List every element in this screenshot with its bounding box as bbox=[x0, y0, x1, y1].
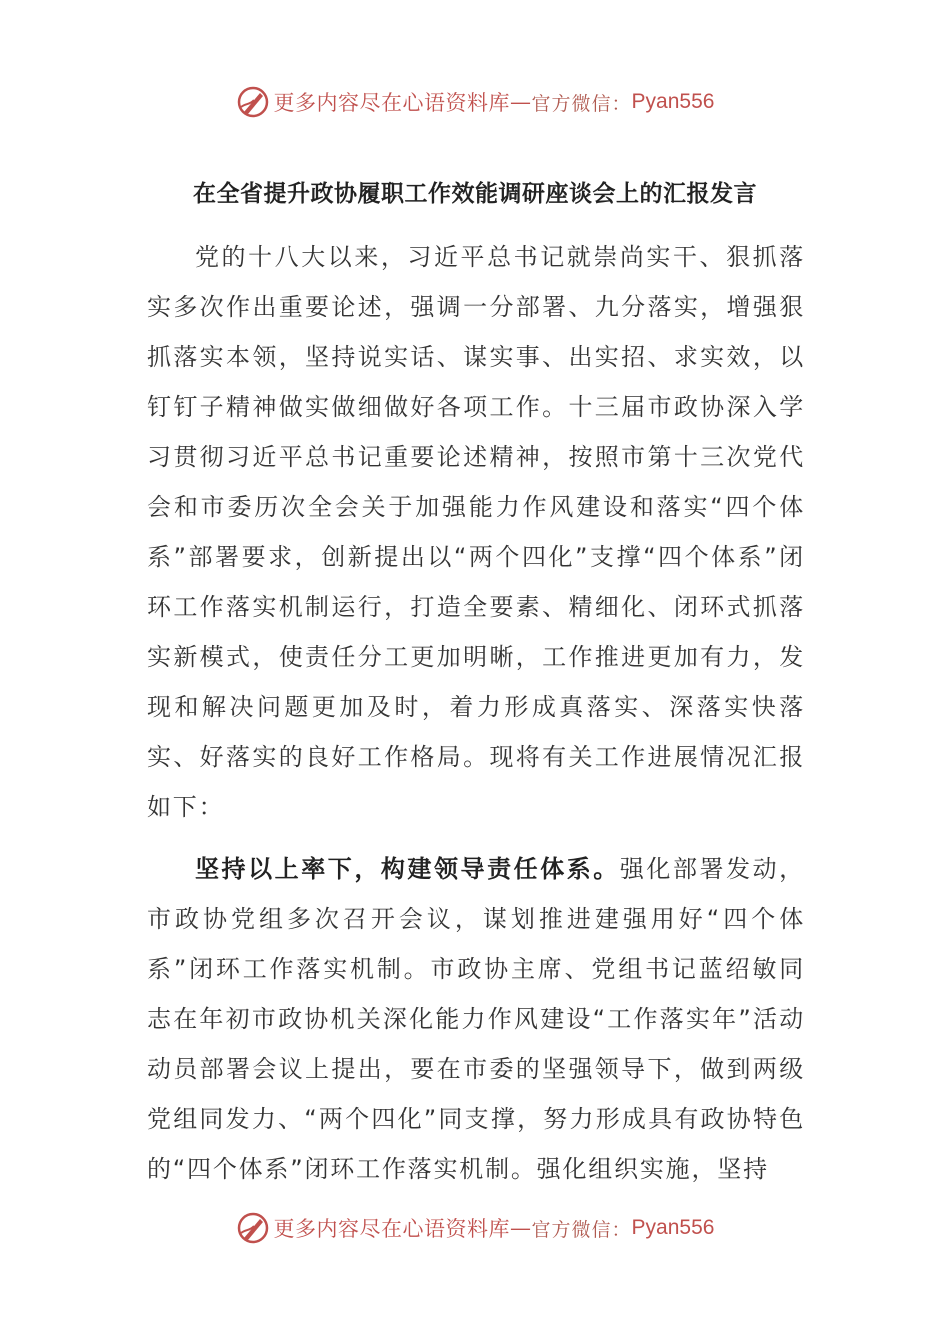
watermark-text: 更多内容尽在心语资料库 bbox=[273, 91, 511, 115]
watermark-wechat-id: Pyan556 bbox=[631, 1216, 715, 1239]
document-title: 在全省提升政协履职工作效能调研座谈会上的汇报发言 bbox=[193, 181, 757, 207]
watermark-wechat-label: 官方微信： bbox=[531, 92, 632, 115]
watermark-banner-bottom bbox=[0, 1208, 950, 1248]
watermark-wechat-label: 官方微信： bbox=[531, 1218, 632, 1241]
watermark-banner-top bbox=[0, 82, 950, 122]
document-body bbox=[147, 232, 805, 1194]
paragraph-leadership bbox=[147, 844, 805, 1194]
watermark-wechat-id: Pyan556 bbox=[631, 90, 715, 113]
paragraph-heading: 坚持以上率下，构建领导责任体系。 bbox=[195, 855, 620, 883]
watermark-dash: — bbox=[510, 1216, 532, 1240]
pen-logo-icon bbox=[236, 85, 270, 119]
watermark-dash: — bbox=[510, 90, 532, 114]
paragraph-body: 强化部署发动，市政协党组多次召开会议，谋划推进建强用好“四个体系”闭环工作落实机制。市政协主席、党组书记蓝绍敏同志在年初市政协机关深化能力作风建设“工作落实年”活动动员部署会议上提出，要在市委的坚强领导下，做到两级党组同发力、“两个四化”同支撑，努力形成具有政协特色的“四个体系”闭环工作落实机制。强化组织实施，坚持 bbox=[147, 855, 805, 1183]
paragraph-intro: 党的十八大以来，习近平总书记就崇尚实干、狠抓落实多次作出重要论述，强调一分部署、九分落实，增强狠抓落实本领，坚持说实话、谋实事、出实招、求实效，以钉钉子精神做实做细做好各项工作。十三届市政协深入学习贯彻习近平总书记重要论述精神，按照市第十三次党代会和市委历次全会关于加强能力作风建设和落实“四个体系”部署要求，创新提出以“两个四化”支撑“四个体系”闭环工作落实机制运行，打造全要素、精细化、闭环式抓落实新模式，使责任分工更加明晰，工作推进更加有力，发现和解决问题更加及时，着力形成真落实、深落实快落实、好落实的良好工作格局。现将有关工作进展情况汇报如下： bbox=[147, 243, 805, 821]
watermark-text: 更多内容尽在心语资料库 bbox=[273, 1217, 511, 1241]
pen-logo-icon bbox=[236, 1211, 270, 1245]
